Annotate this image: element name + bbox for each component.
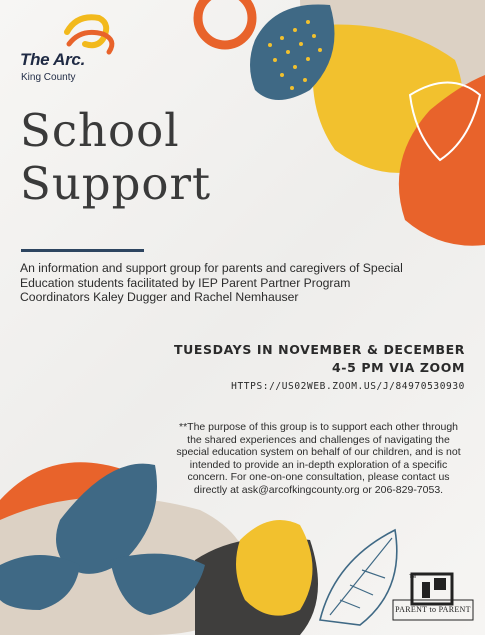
trademark-mark: TM (409, 574, 417, 580)
title-line-2: Support (20, 157, 212, 210)
title-divider (21, 249, 144, 252)
logo-subtitle: King County (21, 72, 76, 83)
title-line-1: School (20, 104, 180, 157)
schedule-days: TUESDAYS IN NOVEMBER & DECEMBER (174, 342, 465, 357)
parent-to-parent-logo-icon (390, 572, 476, 624)
zoom-link[interactable]: HTTPS://US02WEB.ZOOM.US/J/84970530930 (231, 381, 465, 392)
page-title (20, 104, 211, 210)
schedule-block (174, 341, 465, 377)
line-leaf-icon (320, 530, 397, 625)
intro-text: An information and support group for parents and caregivers of Special Education students facilitated by IEP Parent Partner Program Coordinators Kaley Dugger and Rachel Nemhauser (20, 261, 403, 304)
schedule-time: 4-5 PM VIA ZOOM (332, 360, 465, 375)
logo-name: The Arc. (20, 50, 85, 69)
orange-ring-icon (198, 0, 252, 45)
yellow-leaf-icon (236, 520, 313, 616)
partner-name: PARENT to PARENT (395, 605, 471, 614)
purpose-note: **The purpose of this group is to support each other through the shared experiences and challenges of navigating the special education system on behalf of our children, and is not intended to provide an in-depth exploration of a specific concern. For one-on-one consultation, please contact us directly at ask@arcofkingcounty.org or 206-829-7053. (176, 421, 461, 496)
